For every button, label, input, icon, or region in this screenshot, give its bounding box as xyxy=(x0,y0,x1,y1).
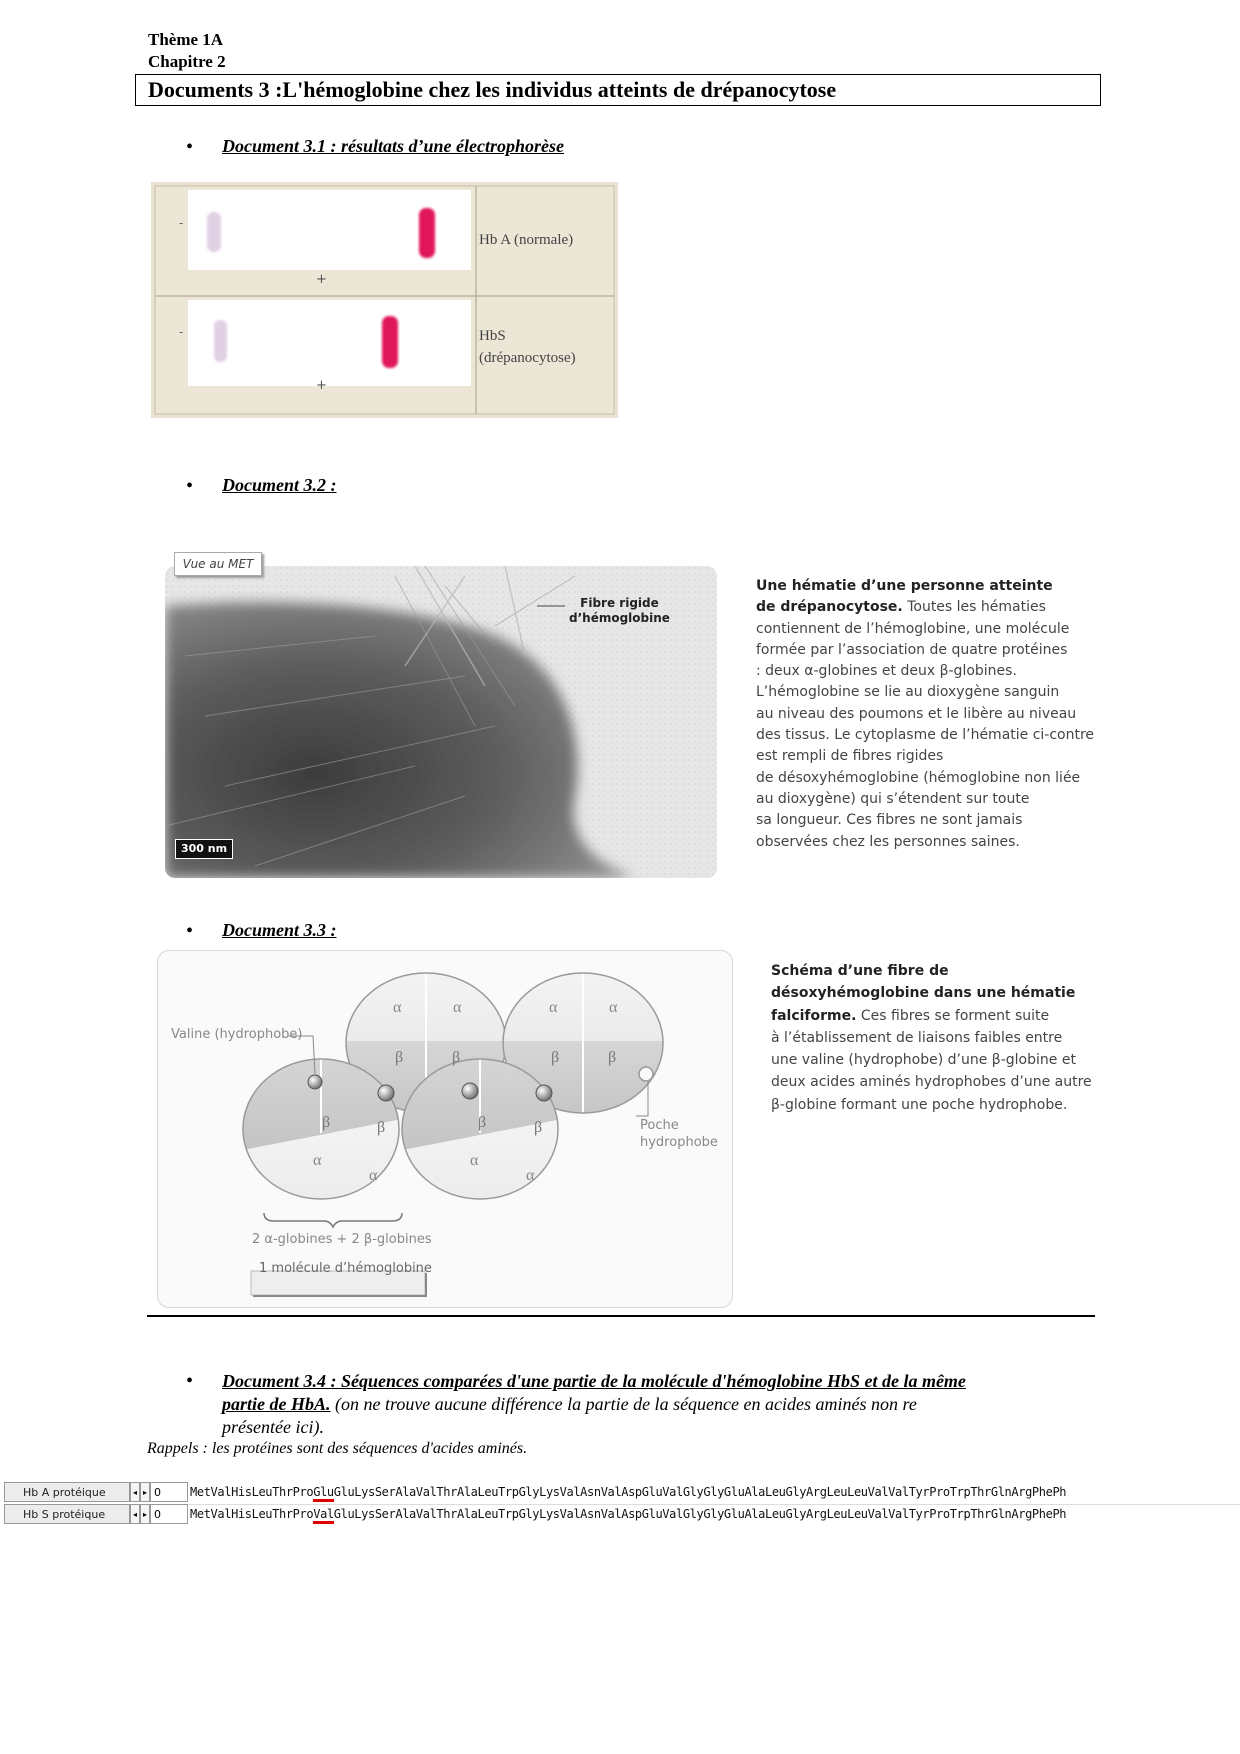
met-tag: Vue au MET xyxy=(174,552,262,576)
fiber-label-line2: d’hémoglobine xyxy=(569,611,670,625)
fiber-label xyxy=(569,596,670,626)
section-divider xyxy=(147,1315,1095,1317)
sequence-label: Hb S protéique xyxy=(4,1504,130,1524)
hbs-minus-sign: - xyxy=(179,325,184,339)
page-title: Documents 3 :L'hémoglobine chez les individus atteints de drépanocytose xyxy=(135,74,1101,106)
doc32-caption-line10: sa longueur. Ces fibres ne sont jamais xyxy=(756,812,1023,829)
doc32-caption-line4: L’hémoglobine se lie au dioxygène sanguin xyxy=(756,684,1060,701)
sequence-text xyxy=(190,1506,1066,1522)
bullet-dot: • xyxy=(186,475,194,497)
doc32-caption-bold2: de drépanocytose. xyxy=(756,599,903,616)
bullet-dot: • xyxy=(186,1370,194,1392)
doc32-caption-line11: observées chez les personnes saines. xyxy=(756,833,1020,850)
theme-label: Thème 1A xyxy=(148,30,224,49)
scroll-left-button[interactable]: ◂ xyxy=(130,1504,140,1524)
beta-label: β xyxy=(377,1119,386,1136)
poche-label xyxy=(640,1117,718,1151)
doc33-caption-line2: deux acides aminés hydrophobes d’une autre xyxy=(771,1074,1092,1091)
doc33-caption-rest1: Ces fibres se forment suite xyxy=(860,1007,1050,1024)
beta-label: β xyxy=(534,1119,543,1136)
doc32-caption xyxy=(756,576,1096,853)
doc32-caption-line1: contiennent de l’hémoglobine, une molécule xyxy=(756,620,1070,637)
doc32-caption-line2: formée par l’association de quatre protéines xyxy=(756,641,1068,658)
hba-main-band xyxy=(419,208,435,258)
alpha-label: α xyxy=(313,1152,322,1169)
doc32-caption-line5: au niveau des poumons et le libère au niveau xyxy=(756,705,1077,722)
doc34-block xyxy=(186,1370,1102,1439)
beta-label: β xyxy=(395,1049,404,1066)
sequence-before: MetValHisLeuThrPro xyxy=(190,1507,314,1521)
doc33-heading: Document 3.3 : xyxy=(222,920,337,940)
doc33-caption-line3: β-globine formant une poche hydrophobe. xyxy=(771,1096,1068,1113)
beta-label: β xyxy=(452,1049,461,1066)
doc32-caption-line3: : deux α-globines et deux β-globines. xyxy=(756,663,1017,680)
alpha-label: α xyxy=(453,999,462,1016)
sequence-before: MetValHisLeuThrPro xyxy=(190,1485,314,1499)
bullet-dot: • xyxy=(186,136,194,158)
hbs-main-band xyxy=(382,316,398,368)
sequence-after: GluLysSerAlaValThrAlaLeuTrpGlyLysValAsnValAspGluValGlyGlyGluAlaLeuGlyArgLeuLeuValValTyrProTrpThrGlnArgPhePh xyxy=(333,1507,1067,1521)
alpha-label: α xyxy=(549,999,558,1016)
beta-label: β xyxy=(478,1114,487,1131)
valine-ball xyxy=(308,1075,322,1089)
fiber-diagram xyxy=(157,950,733,1308)
doc32-caption-line7: est rempli de fibres rigides xyxy=(756,748,944,765)
beta-label: β xyxy=(322,1114,331,1131)
doc34-heading-part1: Document 3.4 : Séquences comparées d'une partie de la molécule d'hémoglobine HbS et de la même xyxy=(222,1371,966,1391)
doc33-caption-bold2: désoxyhémoglobine dans une hématie xyxy=(771,985,1076,1002)
sequence-row-hba xyxy=(4,1482,1240,1505)
mutation-site: Val xyxy=(313,1507,334,1524)
doc33-caption-line0: à l’établissement de liaisons faibles entre xyxy=(771,1029,1063,1046)
sequence-row-hbs xyxy=(4,1504,1240,1526)
valine-ball xyxy=(536,1085,552,1101)
doc33-caption xyxy=(771,960,1101,1116)
chapter-label: Chapitre 2 xyxy=(148,52,226,71)
alpha-label: α xyxy=(526,1167,535,1184)
beta-label: β xyxy=(608,1049,617,1066)
alpha-label: α xyxy=(470,1152,479,1169)
hba-label: Hb A (normale) xyxy=(479,232,574,248)
valine-ball xyxy=(378,1085,394,1101)
hba-plus-sign: + xyxy=(316,272,327,287)
poche-label-line1: Poche xyxy=(640,1118,679,1133)
doc33-caption-bold3: falciforme. xyxy=(771,1007,857,1024)
valine-label: Valine (hydrophobe) xyxy=(171,1027,303,1042)
scroll-right-button[interactable]: ▸ xyxy=(140,1482,150,1502)
brace-label: 2 α-globines + 2 β-globines xyxy=(252,1232,432,1247)
alpha-label: α xyxy=(393,999,402,1016)
scale-bar-label: 300 nm xyxy=(180,842,228,855)
alpha-label: α xyxy=(609,999,618,1016)
doc34-note-part1: (on ne trouve aucune différence la partie de la séquence en acides aminés non re xyxy=(330,1394,917,1414)
hba-minus-sign: - xyxy=(179,216,184,230)
scroll-left-button[interactable]: ◂ xyxy=(130,1482,140,1502)
doc32-caption-bold1: Une hématie d’une personne atteinte xyxy=(756,578,1053,594)
beta-label: β xyxy=(551,1049,560,1066)
sequence-text xyxy=(190,1484,1066,1500)
doc32-caption-line0: Toutes les hématies xyxy=(907,599,1046,616)
doc31-bullet xyxy=(186,136,564,158)
doc34-heading-part2: partie de HbA. xyxy=(222,1394,331,1414)
doc33-caption-line1: une valine (hydrophobe) d’une β-globine et xyxy=(771,1052,1076,1069)
doc32-caption-line8: de désoxyhémoglobine (hémoglobine non liée xyxy=(756,769,1081,786)
mutation-site: Glu xyxy=(313,1485,334,1502)
scroll-right-button[interactable]: ▸ xyxy=(140,1504,150,1524)
doc33-caption-bold1: Schéma d’une fibre de xyxy=(771,963,949,979)
doc31-heading: Document 3.1 : résultats d’une électrophorèse xyxy=(222,136,564,156)
position-field[interactable]: 0 xyxy=(150,1504,188,1524)
doc32-caption-line6: des tissus. Le cytoplasme de l’hématie ci-contre xyxy=(756,727,1095,744)
sequence-after: GluLysSerAlaValThrAlaLeuTrpGlyLysValAsnValAspGluValGlyGlyGluAlaLeuGlyArgLeuLeuValValTyrProTrpThrGlnArgPhePh xyxy=(333,1485,1067,1499)
doc32-bullet xyxy=(186,475,337,497)
hbs-sublabel: (drépanocytose) xyxy=(479,350,576,366)
bullet-dot: • xyxy=(186,920,194,942)
met-micrograph xyxy=(165,566,717,878)
molecule-label: 1 molécule d’hémoglobine xyxy=(259,1261,432,1276)
doc33-bullet xyxy=(186,920,337,942)
valine-ball xyxy=(462,1083,478,1099)
electrophoresis-svg xyxy=(151,182,618,418)
position-field[interactable]: 0 xyxy=(150,1482,188,1502)
sequence-viewer xyxy=(4,1482,1240,1528)
alpha-label: α xyxy=(369,1167,378,1184)
reminder-text: Rappels : les protéines sont des séquences d'acides aminés. xyxy=(147,1440,528,1457)
poche-label-line2: hydrophobe xyxy=(640,1135,718,1150)
doc34-note-part2: présentée ici). xyxy=(222,1417,324,1437)
electrophoresis-figure xyxy=(151,182,618,418)
sequence-label: Hb A protéique xyxy=(4,1482,130,1502)
fiber-label-line1: Fibre rigide xyxy=(580,596,659,610)
scale-bar xyxy=(175,839,233,859)
hbs-plus-sign: + xyxy=(316,378,327,393)
hbs-label: HbS xyxy=(479,328,506,344)
hbs-faint-band xyxy=(214,320,227,362)
hba-faint-band xyxy=(207,212,221,252)
doc32-heading: Document 3.2 : xyxy=(222,475,337,495)
doc32-caption-line9: au dioxygène) qui s’étendent sur toute xyxy=(756,790,1030,807)
